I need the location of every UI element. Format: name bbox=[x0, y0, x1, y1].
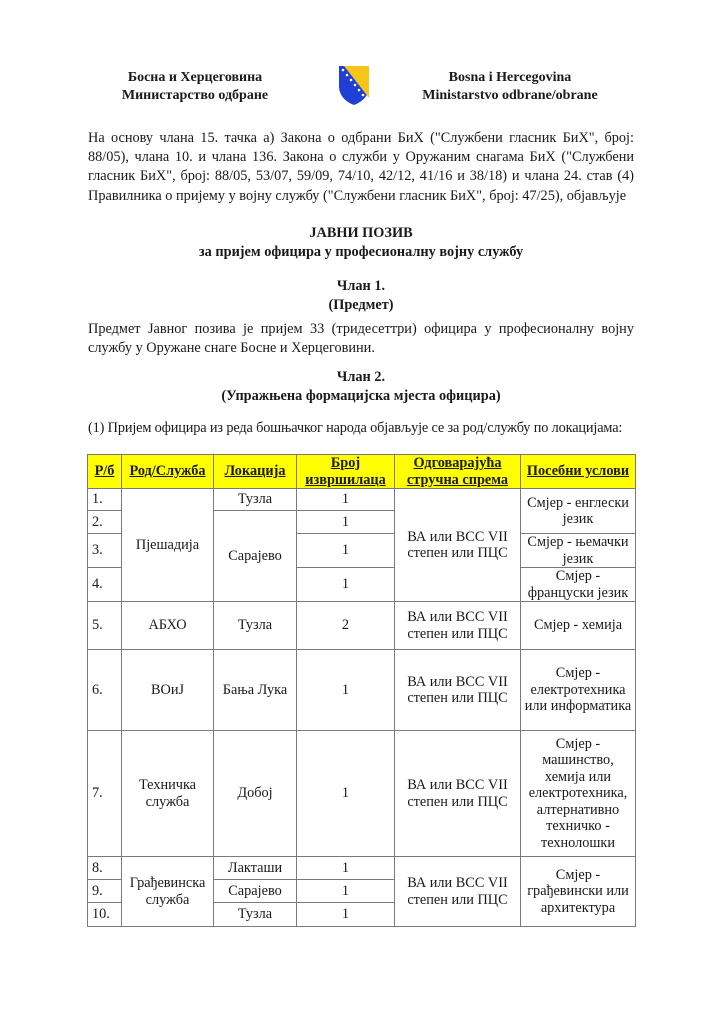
title-sub: за пријем официра у професионалну војну службу bbox=[198, 244, 524, 260]
cell-count: 1 bbox=[297, 880, 395, 903]
document-title bbox=[88, 224, 634, 262]
cell-count: 1 bbox=[297, 903, 395, 927]
table-row bbox=[88, 602, 636, 650]
cell-count: 1 bbox=[297, 489, 395, 511]
header-right-ministry: Ministarstvo odbrane/obrane bbox=[422, 88, 598, 103]
cell-education: ВА или ВСС VII степен или ПЦС bbox=[395, 602, 521, 650]
cell-conditions: Смјер - грађевински или архитектура bbox=[521, 857, 636, 927]
cell-count: 1 bbox=[297, 857, 395, 880]
article2-number: Члан 2. bbox=[336, 369, 386, 385]
cell-count: 1 bbox=[297, 650, 395, 731]
cell-location: Бања Лука bbox=[214, 650, 297, 731]
col-header-education: Одговарајућа стручна спрема bbox=[395, 455, 521, 489]
table-header-row bbox=[88, 455, 636, 489]
col-header-rb: Р/б bbox=[88, 455, 122, 489]
cell-rb: 9. bbox=[88, 880, 122, 903]
cell-location: Лакташи bbox=[214, 857, 297, 880]
col-header-location: Локација bbox=[214, 455, 297, 489]
cell-rb: 1. bbox=[88, 489, 122, 511]
cell-education: ВА или ВСС VII степен или ПЦС bbox=[395, 731, 521, 857]
preamble-paragraph: На основу члана 15. тачка а) Закона о одбрани БиХ ("Службени гласник БиХ", број: 88/05), члана 10. и члана 136. Закона о служби у Оружаним снагама БиХ ("Службени гласник БиХ", број: 88/05, 53/07, 59/09, 74/10, 42/12, 41/16 и 38/18) и члана 24. став (4) Правилника о пријему у војну службу ("Службени гласник БиХ", број: 47/25), објављује bbox=[88, 130, 634, 204]
article2-text: (1) Пријем официра из реда бошњачког народа објављује се за род/службу по локацијама: bbox=[88, 420, 623, 436]
table-row bbox=[88, 650, 636, 731]
article1-text: Предмет Јавног позива је пријем 33 (тридесеттри) официра у професионалну војну службу у Оружане снаге Босне и Херцеговини. bbox=[88, 321, 634, 357]
table-row bbox=[88, 489, 636, 511]
cell-location: Тузла bbox=[214, 489, 297, 511]
cell-rb: 10. bbox=[88, 903, 122, 927]
cell-rb: 3. bbox=[88, 534, 122, 568]
cell-rb: 4. bbox=[88, 568, 122, 602]
title-main: ЈАВНИ ПОЗИВ bbox=[309, 225, 413, 241]
cell-count: 1 bbox=[297, 568, 395, 602]
cell-conditions: Смјер - електротехника или информатика bbox=[521, 650, 636, 731]
cell-conditions: Смјер - хемија bbox=[521, 602, 636, 650]
cell-conditions: Смјер - машинство, хемија или електротехника, алтернативно техничко - технолошки bbox=[521, 731, 636, 857]
header-right-country: Bosna i Hercegovina bbox=[448, 70, 572, 85]
cell-branch: АБХО bbox=[122, 602, 214, 650]
article2-heading bbox=[88, 368, 634, 406]
table-row bbox=[88, 857, 636, 880]
header-left bbox=[100, 69, 290, 105]
header-right bbox=[405, 69, 615, 105]
cell-conditions: Смјер - француски језик bbox=[521, 568, 636, 602]
article2-subheading: (Упражњена формацијска мјеста официра) bbox=[221, 388, 501, 404]
cell-education: ВА или ВСС VII степен или ПЦС bbox=[395, 857, 521, 927]
cell-count: 2 bbox=[297, 602, 395, 650]
col-header-conditions: Посебни услови bbox=[521, 455, 636, 489]
header-left-ministry: Министарство одбране bbox=[121, 88, 269, 103]
cell-location: Сарајево bbox=[214, 880, 297, 903]
article1-number: Члан 1. bbox=[336, 278, 386, 294]
col-header-branch: Род/Служба bbox=[122, 455, 214, 489]
cell-rb: 2. bbox=[88, 511, 122, 534]
coat-of-arms-icon bbox=[336, 64, 372, 106]
cell-branch: ВОиЈ bbox=[122, 650, 214, 731]
cell-conditions: Смјер - енглески језик bbox=[521, 489, 636, 534]
cell-rb: 7. bbox=[88, 731, 122, 857]
positions-table bbox=[87, 454, 636, 927]
cell-rb: 6. bbox=[88, 650, 122, 731]
cell-count: 1 bbox=[297, 731, 395, 857]
cell-rb: 8. bbox=[88, 857, 122, 880]
cell-branch: Пјешадија bbox=[122, 489, 214, 602]
cell-location: Сарајево bbox=[214, 511, 297, 602]
article1-subheading: (Предмет) bbox=[328, 297, 394, 313]
cell-rb: 5. bbox=[88, 602, 122, 650]
article1-heading bbox=[88, 277, 634, 315]
cell-education: ВА или ВСС VII степен или ПЦС bbox=[395, 489, 521, 602]
cell-branch: Грађевинска служба bbox=[122, 857, 214, 927]
table-row bbox=[88, 731, 636, 857]
cell-location: Тузла bbox=[214, 602, 297, 650]
cell-branch: Техничка служба bbox=[122, 731, 214, 857]
cell-conditions: Смјер - њемачки језик bbox=[521, 534, 636, 568]
header-left-country: Босна и Херцеговина bbox=[127, 70, 263, 85]
col-header-count: Број извршилаца bbox=[297, 455, 395, 489]
cell-education: ВА или ВСС VII степен или ПЦС bbox=[395, 650, 521, 731]
cell-location: Добој bbox=[214, 731, 297, 857]
cell-count: 1 bbox=[297, 534, 395, 568]
cell-location: Тузла bbox=[214, 903, 297, 927]
cell-count: 1 bbox=[297, 511, 395, 534]
